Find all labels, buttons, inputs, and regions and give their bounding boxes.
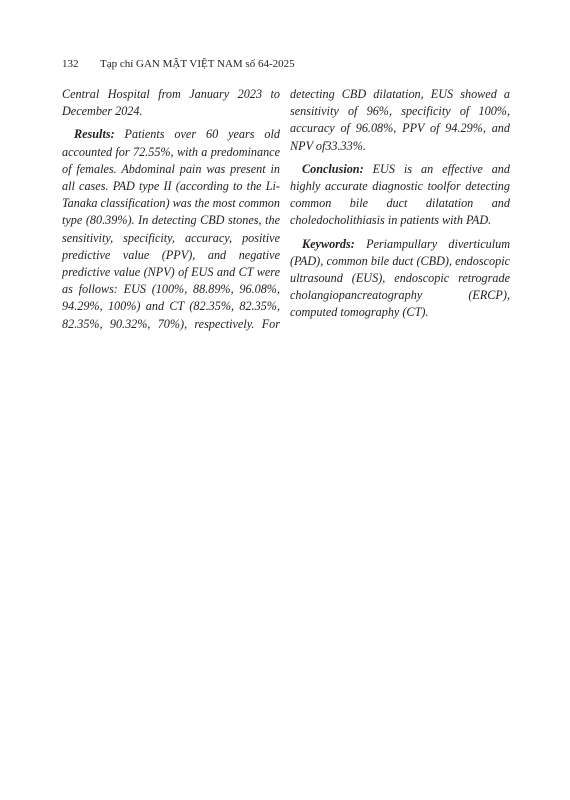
conclusion-text: EUS is an effective and highly accurate diagnostic toolfor detecting common bile duct dilatation and choledocholithiasis in patients with PAD. (290, 161, 510, 228)
paragraph-text: detecting CBD dilatation, EUS showed a sensitivity of 96%, specificity of 100%, accuracy of 96.08%, PPV of 94.29%, and NPV of33.33%. (290, 87, 510, 153)
conclusion-heading: Conclusion: (302, 161, 364, 176)
paragraph-study-period (62, 86, 280, 120)
keywords-text: Periampullary diverticulum (PAD), common bile duct (CBD), endoscopic ultrasound (EUS), endoscopic retrograde cholangiopancreatography (ERCP), computed tomography (CT). (290, 236, 510, 320)
results-heading: Results: (74, 127, 115, 142)
page-number: 132 (62, 58, 79, 70)
results-text: Patients over 60 years old accounted for 72.55%, with a predominance of females. Abdominal pain was present in all cases. PAD type II (according to the Li-Tanaka classification) was the most common type (80.39%). In detecting CBD stones, the sensitivity, specificity, accuracy, positive predictive value (PPV), and negative predictive value (NPV) of EUS and CT were as follows: EUS (100%, 88.89%, 96.08%, 94.29%, 100%) and CT (82.35%, 82.35%, 82.35%, 90.32%, 70%), respectively. For (62, 127, 280, 331)
running-header (62, 57, 295, 71)
paragraph-conclusion (290, 161, 510, 230)
left-column (62, 86, 280, 339)
journal-title: Tạp chí GAN MẬT VIỆT NAM số 64-2025 (100, 58, 295, 70)
paragraph-cbd-dilatation (290, 86, 510, 155)
paragraph-text: Central Hospital from January 2023 to December 2024. (62, 87, 280, 119)
paragraph-results (62, 126, 280, 332)
keywords-heading: Keywords: (302, 236, 355, 251)
right-column (290, 86, 510, 328)
paragraph-keywords (290, 236, 510, 322)
